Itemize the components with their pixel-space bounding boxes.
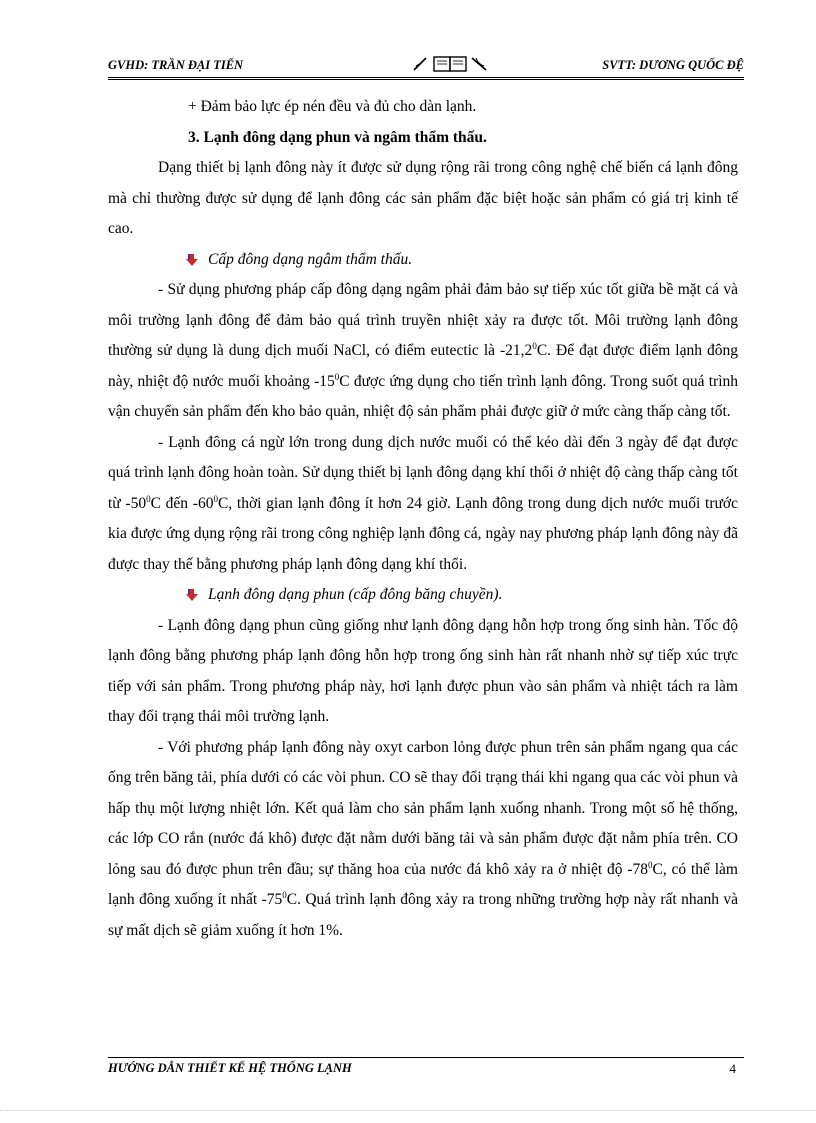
section-heading: 3. Lạnh đông dạng phun và ngâm thẩm thấu. (188, 128, 487, 146)
paragraph-spray-2 (108, 733, 738, 947)
arrow-bullet-icon (186, 254, 199, 267)
degree-sup: 0 (532, 340, 537, 351)
text-run: C. Để đạt được điểm lạnh đông này, nhiệt độ nước muối khoảng -15 (108, 342, 738, 390)
page-header (108, 54, 744, 76)
text-run: - Với phương pháp lạnh đông này oxyt carbon lỏng được phun trên sản phẩm ngang qua các ống trên băng tải, phía dưới có các vòi phun. CO sẽ thay đổi trạng thái khi ngang qua các vòi phun và hấp thụ một lượng nhiệt lớn. Kết quả làm cho sản phẩm lạnh xuống nhanh. Trong một số hệ thống, các lớp CO rắn (nước đá khô) được đặt nằm dưới băng tải và sản phẩm được đặt nằm phía trên. CO lỏng sau đó được phun trên đầu; sự thăng hoa của nước đá khô xảy ra ở nhiệt độ -78 (108, 738, 738, 878)
header-rule (108, 77, 744, 80)
header-instructor: GVHD: TRẦN ĐẠI TIẾN (108, 58, 244, 72)
arrow-bullet-icon (186, 589, 199, 602)
page-number: 4 (729, 1061, 736, 1076)
text-run: - Lạnh đông cá ngừ lớn trong dung dịch nước muối có thể kéo dài đến 3 ngày để đạt được quá trình lạnh đông hoàn toàn. Sử dụng thiết bị lạnh đông dạng khí thổi ở nhiệt độ càng thấp càng tốt từ -50 (108, 433, 738, 512)
degree-sup: 0 (213, 493, 218, 504)
paragraph-immersion-2 (108, 428, 738, 581)
text-run: C. Quá trình lạnh đông xảy ra trong những trường hợp này rất nhanh và sự mất dịch sẽ giảm xuống ít hơn 1%. (108, 891, 738, 939)
bullet-line: + Đảm bảo lực ép nén đều và đủ cho dàn lạnh. (188, 98, 477, 115)
degree-sup: 0 (334, 371, 340, 382)
subsection-immersion (108, 245, 738, 276)
intro-paragraph: Dạng thiết bị lạnh đông này ít được sử dụng rộng rãi trong công nghệ chế biến cá lạnh đông mà chỉ thường được sử dụng để lạnh đông các sản phẩm đặc biệt hoặc sản phẩm có giá trị kinh tế cao. (108, 159, 738, 237)
subsection-title: Cấp đông dạng ngâm thẩm thấu. (208, 250, 413, 268)
degree-sup: 0 (648, 859, 653, 870)
header-student: SVTT: DƯƠNG QUỐC ĐỆ (602, 58, 744, 72)
text-run: C đến -60 (150, 494, 214, 512)
page-footer (108, 1061, 744, 1081)
text-run: C, có thể làm lạnh đông xuống ít nhất -75 (108, 860, 738, 908)
text-run: C được ứng dụng cho tiến trình lạnh đông. Trong suốt quá trình vận chuyển sản phẩm đến kho bảo quản, nhiệt độ sản phẩm phải được giữ ở mức càng thấp càng tốt. (108, 372, 738, 420)
text-run: C, thời gian lạnh đông ít hơn 24 giờ. Lạnh đông trong dung dịch nước muối trước kia được ứng dụng rộng rãi trong công nghiệp lạnh đông cá, ngày nay phương pháp lạnh đông này đã được thay thế bằng phương pháp lạnh đông dạng khí thổi. (108, 494, 738, 573)
page-body (108, 92, 738, 946)
footer-rule (108, 1057, 744, 1058)
page-edge (0, 1110, 816, 1111)
degree-sup: 0 (146, 493, 151, 504)
paragraph-immersion-1 (108, 275, 738, 428)
paragraph-spray-1: - Lạnh đông dạng phun cũng giống như lạnh đông dạng hỗn hợp trong ống sinh hàn. Tốc độ lạnh đông bằng phương pháp lạnh đông hỗn hợp trong ống sinh hàn rất nhanh nhờ sự tiếp xúc trực tiếp với sản phẩm. Trong phương pháp này, hơi lạnh được phun vào sản phẩm và nhiệt tách ra làm thay đổi trạng thái môi trường lạnh. (108, 616, 738, 725)
degree-sup: 0 (282, 889, 287, 900)
book-quill-ornament-icon (408, 54, 498, 74)
subsection-title: Lạnh đông dạng phun (cấp đông băng chuyền). (208, 586, 503, 603)
text-run: - Sử dụng phương pháp cấp đông dạng ngâm phải đảm bảo sự tiếp xúc tốt giữa bề mặt cá và môi trường lạnh đông để đảm bảo quá trình truyền nhiệt xảy ra được tốt. Môi trường lạnh đông thường sử dụng là dung dịch muối NaCl, có điểm eutectic là -21,2 (108, 281, 738, 359)
subsection-spray (108, 580, 738, 611)
footer-title: HƯỚNG DẪN THIẾT KẾ HỆ THỐNG LẠNH (108, 1061, 352, 1075)
